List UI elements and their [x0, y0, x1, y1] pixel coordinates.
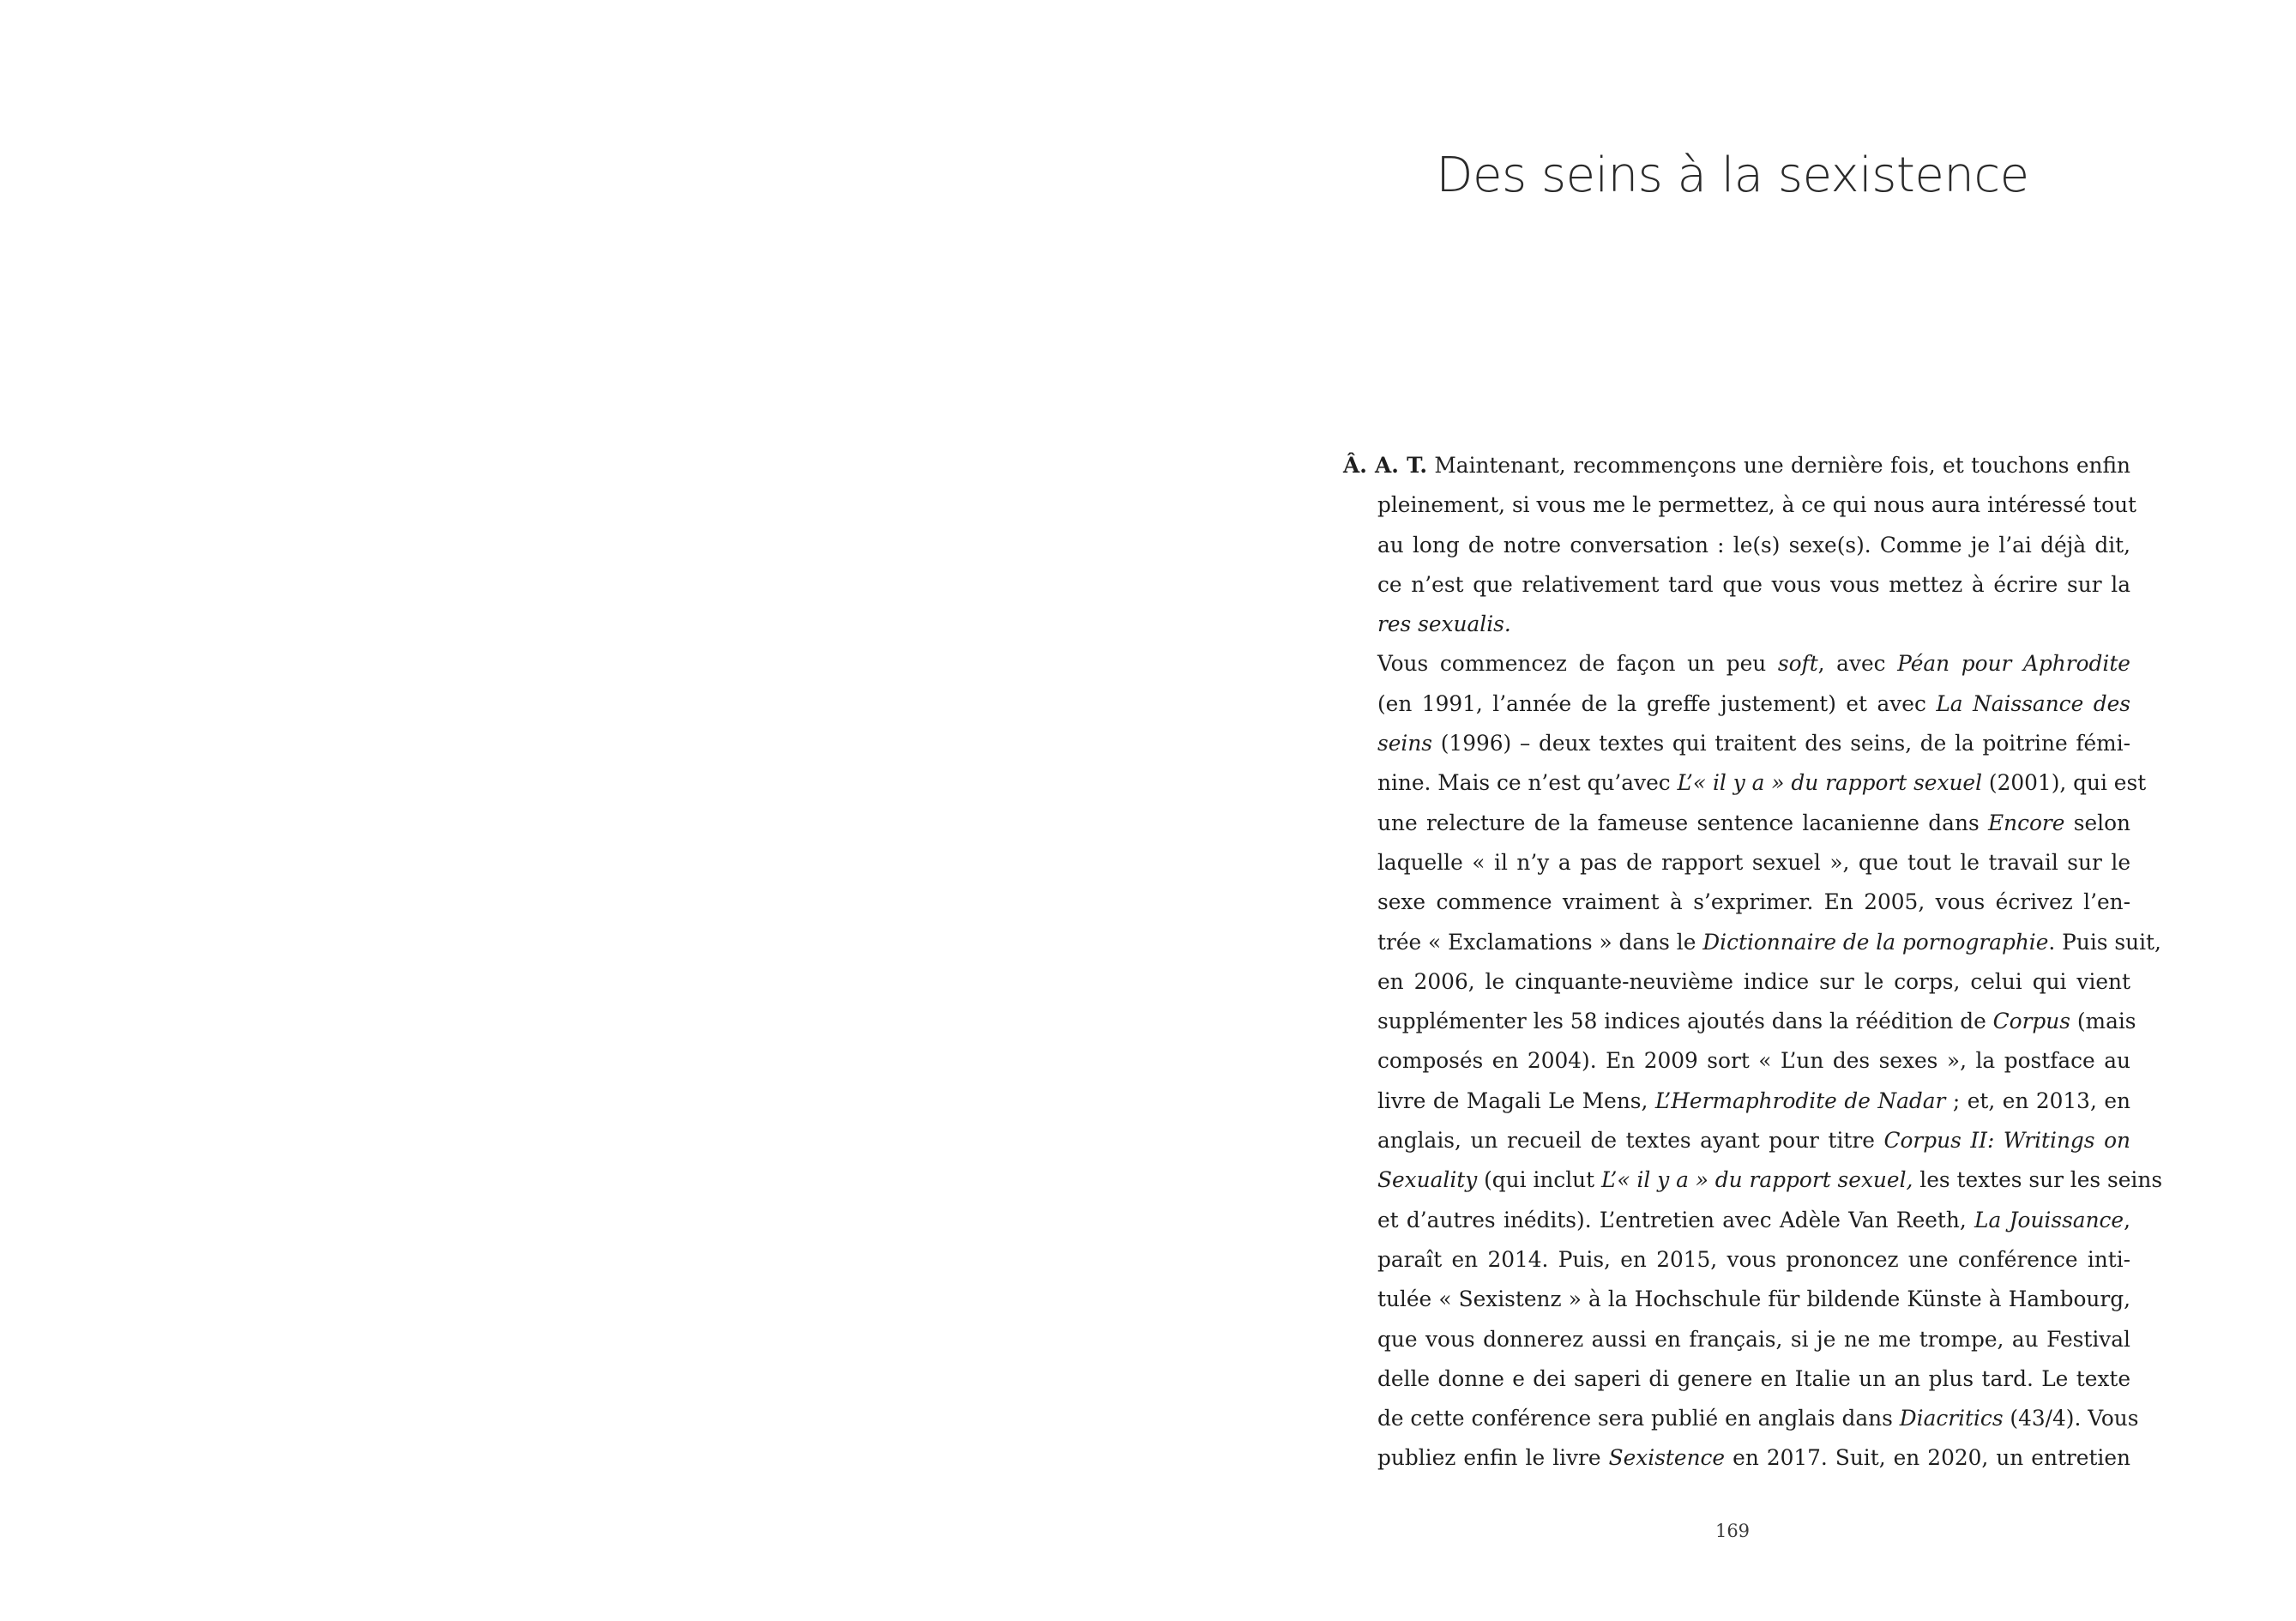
text-line: et d’autres inédits). L’entretien avec Adèle Van Reeth, La Jouissance,	[1377, 1207, 2130, 1232]
text-line: au long de notre conversation : le(s) sexe(s). Comme je l’ai déjà dit,	[1377, 532, 2130, 557]
text-line: (en 1991, l’année de la greffe justement) et avec La Naissance des	[1377, 690, 2130, 716]
text-line: trée « Exclamations » dans le Dictionnaire de la pornographie. Puis suit,	[1377, 929, 2161, 955]
text-line: paraît en 2014. Puis, en 2015, vous prononcez une conférence inti-	[1377, 1246, 2130, 1272]
page-number: 169	[1714, 1521, 1751, 1541]
chapter-title: Des seins à la sexistence	[1436, 148, 2029, 203]
text-line: Â. A. T. Maintenant, recommençons une dernière fois, et touchons enfin	[1343, 453, 2130, 478]
speaker-label: Â. A. T.	[1343, 453, 1427, 478]
text-line: seins (1996) – deux textes qui traitent des seins, de la poitrine fémi-	[1377, 731, 2130, 756]
text-line: pleinement, si vous me le permettez, à ce qui nous aura intéressé tout	[1377, 492, 2136, 518]
text-line: sexe commence vraiment à s’exprimer. En 2005, vous écrivez l’en-	[1377, 889, 2130, 915]
text-line: publiez enfin le livre Sexistence en 2017. Suit, en 2020, un entretien	[1377, 1445, 2130, 1471]
text-line: en 2006, le cinquante-neuvième indice sur le corps, celui qui vient	[1377, 968, 2130, 994]
text-line: que vous donnerez aussi en français, si je ne me trompe, au Festival	[1377, 1326, 2130, 1352]
text-line: anglais, un recueil de textes ayant pour titre Corpus II: Writings on	[1377, 1128, 2131, 1154]
text-line: res sexualis.	[1377, 612, 1511, 637]
text-line: de cette conférence sera publié en anglais dans Diacritics (43/4). Vous	[1377, 1406, 2139, 1431]
text-line: supplémenter les 58 indices ajoutés dans la réédition de Corpus (mais	[1377, 1009, 2136, 1034]
text-line: ce n’est que relativement tard que vous vous mettez à écrire sur la	[1377, 571, 2130, 597]
text-line: une relecture de la fameuse sentence lacanienne dans Encore selon	[1377, 810, 2130, 835]
text-line: livre de Magali Le Mens, L’Hermaphrodite de Nadar ; et, en 2013, en	[1377, 1088, 2130, 1113]
body-text	[1343, 446, 2163, 1479]
text-line: delle donne e dei saperi di genere en Italie un an plus tard. Le texte	[1377, 1365, 2130, 1391]
text-line: Vous commencez de façon un peu soft, avec Péan pour Aphrodite	[1377, 651, 2130, 677]
text-line: composés en 2004). En 2009 sort « L’un des sexes », la postface au	[1377, 1048, 2130, 1074]
text-line: Sexuality (qui inclut L’« il y a » du rapport sexuel, les textes sur les seins	[1377, 1167, 2163, 1193]
text-line: tulée « Sexistenz » à la Hochschule für bildende Künste à Hambourg,	[1377, 1287, 2130, 1312]
text-line: laquelle « il n’y a pas de rapport sexuel », que tout le travail sur le	[1377, 849, 2130, 875]
text-line: nine. Mais ce n’est qu’avec L’« il y a » du rapport sexuel (2001), qui est	[1377, 770, 2147, 796]
